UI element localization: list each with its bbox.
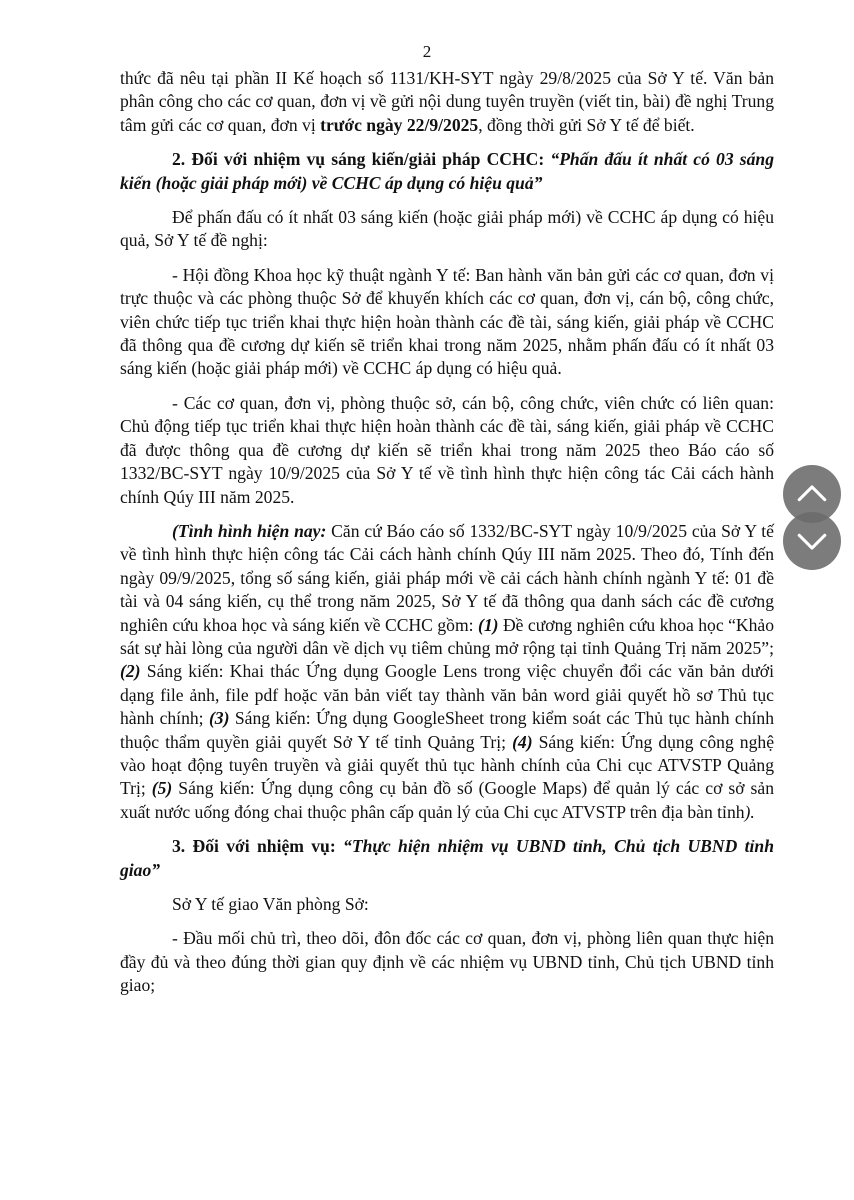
text-run: (Tình hình hiện nay: xyxy=(172,520,327,541)
text-run: “Thực hiện nhiệm vụ UBND tỉnh, Chủ tịch UBND tỉnh giao” xyxy=(120,836,774,880)
paragraph xyxy=(120,67,774,137)
text-run: (5) xyxy=(151,778,173,799)
document-body xyxy=(120,67,774,1009)
text-run: Sáng kiến: Ứng dụng GoogleSheet trong kiểm soát các Thủ tục hành chính thuộc thẩm quyền giải quyết Sở Y tế tỉnh Quảng Trị; xyxy=(120,708,774,752)
paragraph xyxy=(120,520,774,824)
text-run: - Đầu mối chủ trì, theo dõi, đôn đốc các cơ quan, đơn vị, phòng liên quan thực hiện đầy đủ và theo đúng thời gian quy định về các nhiệm vụ UBND tỉnh, Chủ tịch UBND tỉnh giao; xyxy=(120,928,774,996)
paragraph xyxy=(120,264,774,381)
text-run: ). xyxy=(744,801,755,822)
text-run: (1) xyxy=(478,614,499,635)
text-run: trước ngày 22/9/2025 xyxy=(320,114,479,135)
text-run: Sở Y tế giao Văn phòng Sở: xyxy=(172,894,369,914)
scroll-down-button[interactable] xyxy=(783,512,841,570)
text-run: Đề cương nghiên cứu khoa học “Khảo sát sự hài lòng của người dân về dịch vụ tiêm chủng mở rộng tại tỉnh Quảng Trị năm 2025”; xyxy=(120,614,774,658)
text-run: Sáng kiến: Ứng dụng công nghệ vào hoạt động tuyên truyền và giải quyết thủ tục hành chính của Chi cục ATVSTP Quảng Trị; xyxy=(120,731,774,799)
chevron-down-icon xyxy=(795,524,829,558)
text-run: Sáng kiến: Ứng dụng công cụ bản đồ số (Google Maps) để quản lý các cơ sở sản xuất nước uống đóng chai thuộc phân cấp quản lý của Chi cục ATVSTP trên địa bàn tỉnh xyxy=(120,778,774,822)
text-run: 3. Đối với nhiệm vụ: xyxy=(172,836,344,857)
text-run: Sáng kiến: Khai thác Ứng dụng Google Lens trong việc chuyển đổi các văn bản dưới dạng file ảnh, file pdf hoặc văn bản viết tay thành văn bản word giải quyết hồ sơ Thủ tục hành chính; xyxy=(120,661,774,729)
text-run: (4) xyxy=(512,731,533,752)
text-run: - Hội đồng Khoa học kỹ thuật ngành Y tế: Ban hành văn bản gửi các cơ quan, đơn vị trực thuộc và các phòng thuộc Sở để khuyến khích các cơ quan, đơn vị, cán bộ, công chức, viên chức tiếp tục triển khai thực hiện hoàn thành các đề tài, sáng kiến, giải pháp về CCHC đã thông qua đề cương dự kiến sẽ triển khai trong năm 2025, nhằm phấn đấu có ít nhất 03 sáng kiến (hoặc giải pháp mới) về CCHC áp dụng có hiệu quả. xyxy=(120,264,774,379)
text-run: Căn cứ Báo cáo số 1332/BC-SYT ngày 10/9/2025 của Sở Y tế về tình hình thực hiện công tác Cải cách hành chính Qúy III năm 2025. Theo đó, Tính đến ngày 09/9/2025, tổng số sáng kiến, giải pháp mới về cải cách hành chính ngành Y tế: 01 đề tài và 04 sáng kiến, cụ thể trong năm 2025, Sở Y tế đã thông qua danh sách các đề cương nghiên cứu khoa học và sáng kiến về CCHC gồm: xyxy=(120,520,774,635)
text-run: - Các cơ quan, đơn vị, phòng thuộc sở, cán bộ, công chức, viên chức có liên quan: Chủ động tiếp tục triển khai thực hiện hoàn thành các đề tài, sáng kiến, giải pháp về CCHC đã được thông qua đề cương dự kiến sẽ triển khai trong năm 2025 theo Báo cáo số 1332/BC-SYT ngày 10/9/2025 của Sở Y tế về tình hình thực hiện công tác Cải cách hành chính Qúy III năm 2025. xyxy=(120,392,774,507)
paragraph xyxy=(120,835,774,882)
paragraph xyxy=(120,392,774,509)
page-number: 2 xyxy=(422,42,432,61)
chevron-up-icon xyxy=(795,477,829,511)
text-run: thức đã nêu tại phần II Kế hoạch số 1131/KH-SYT ngày 29/8/2025 của Sở Y tế. Văn bản phân công cho các cơ quan, đơn vị về gửi nội dung tuyên truyền (viết tin, bài) đề nghị Trung tâm gửi các cơ quan, đơn vị xyxy=(120,68,774,135)
paragraph xyxy=(120,148,774,195)
paragraph xyxy=(120,893,774,916)
paragraph xyxy=(120,206,774,253)
text-run: , đồng thời gửi Sở Y tế để biết. xyxy=(478,114,695,135)
paragraph xyxy=(120,927,774,997)
text-run: (3) xyxy=(208,708,230,729)
text-run: (2) xyxy=(120,661,141,682)
text-run: “Phấn đấu ít nhất có 03 sáng kiến (hoặc giải pháp mới) về CCHC áp dụng có hiệu quả” xyxy=(120,149,775,193)
text-run: Để phấn đấu có ít nhất 03 sáng kiến (hoặc giải pháp mới) về CCHC áp dụng có hiệu quả, Sở Y tế đề nghị: xyxy=(120,207,774,251)
text-run: 2. Đối với nhiệm vụ sáng kiến/giải pháp CCHC: xyxy=(172,149,551,170)
